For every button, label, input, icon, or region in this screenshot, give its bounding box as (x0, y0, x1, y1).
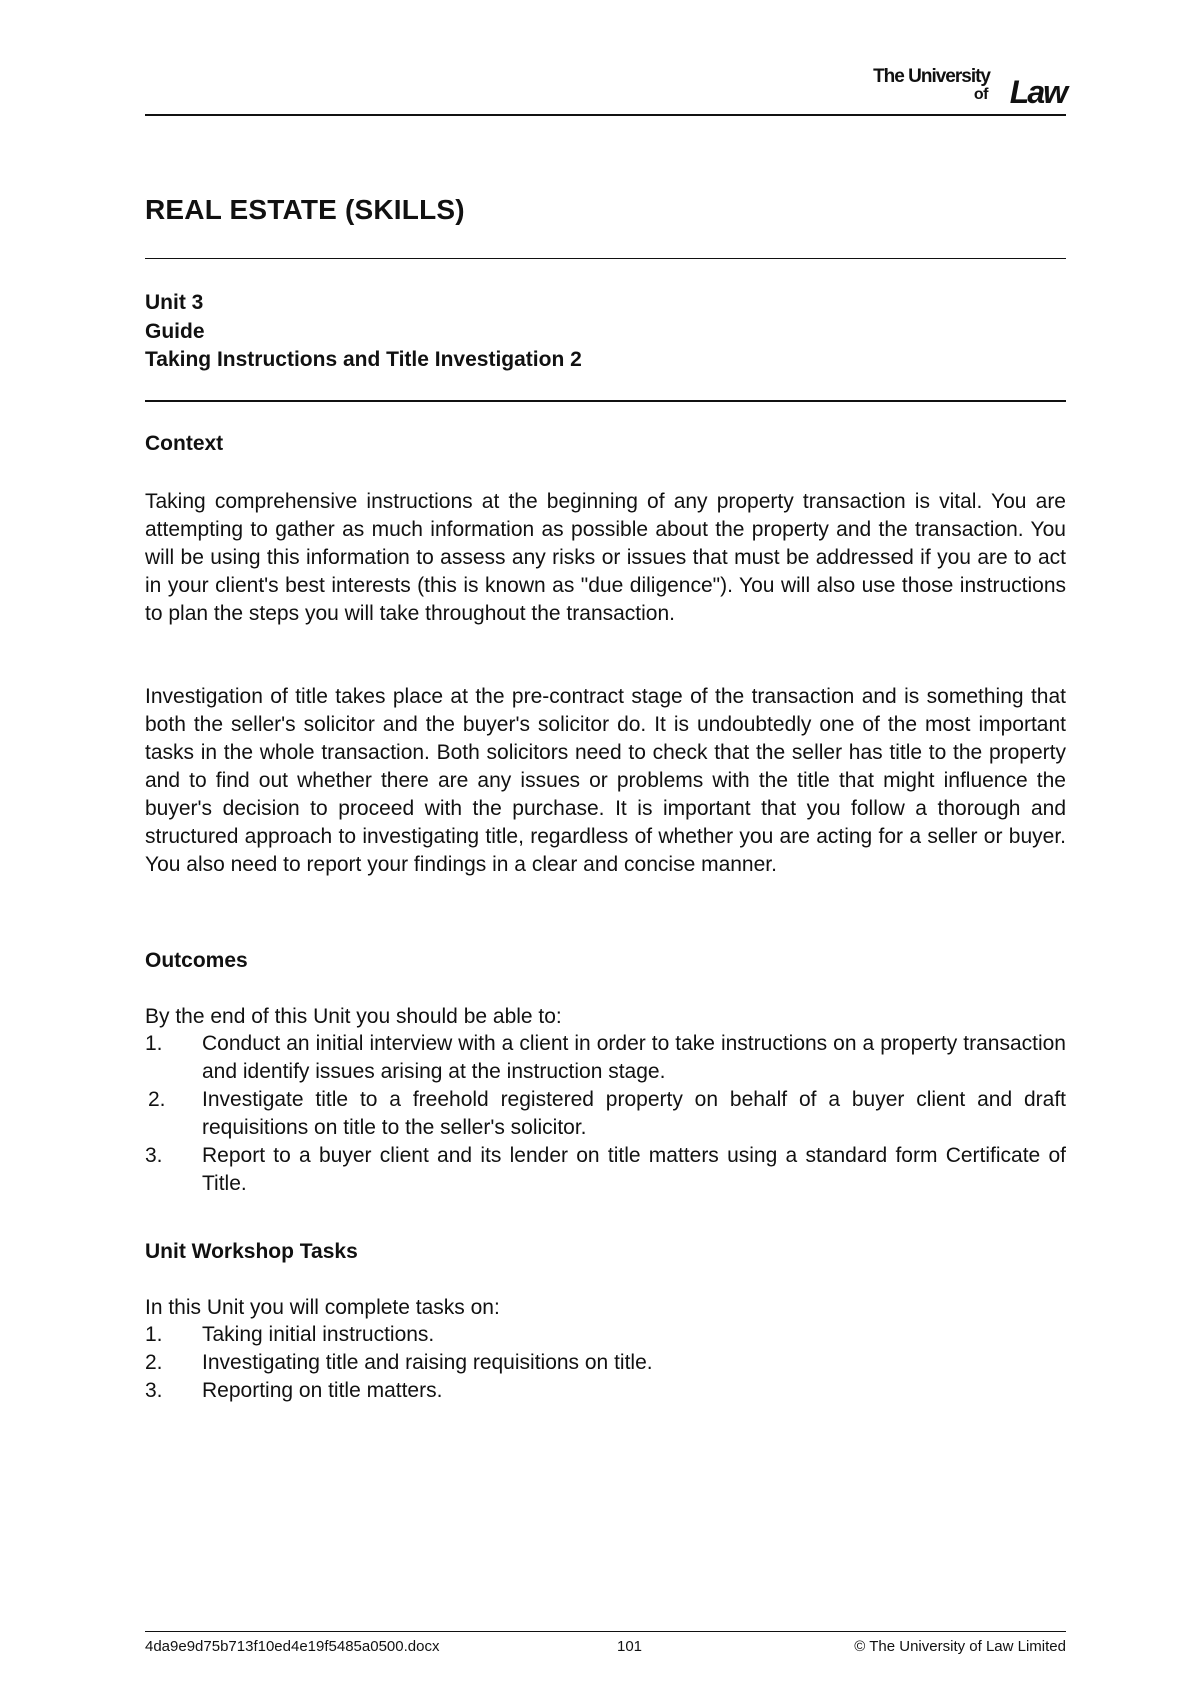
context-paragraph-2: Investigation of title takes place at the pre-contract stage of the transaction and is something that both the seller's solicitor and the buyer's solicitor do. It is undoubtedly one of the most important tasks in the whole transaction. Both solicitors need to check that the seller has title to the property and to find out whether there are any issues or problems with the title that might influence the buyer's decision to proceed with the purchase. It is important that you follow a thorough and structured approach to investigating title, regardless of whether you are acting for a seller or buyer. You also need to report your findings in a clear and concise manner. (145, 685, 1066, 876)
list-text: Taking initial instructions. (202, 1323, 435, 1346)
page-title: REAL ESTATE (SKILLS) (145, 194, 465, 225)
outcomes-list (145, 1030, 1066, 1198)
footer-filename: 4da9e9d75b713f10ed4e19f5485a0500.docx (145, 1638, 440, 1655)
logo-word: Law (1009, 74, 1066, 110)
list-item (145, 1086, 1066, 1142)
logo-line2: of (973, 86, 988, 103)
title-rule (145, 258, 1066, 259)
list-text: Reporting on title matters. (202, 1379, 443, 1402)
list-item (145, 1030, 1066, 1086)
list-number: 2. (148, 1088, 166, 1111)
unit-info (145, 289, 582, 375)
outcomes-heading: Outcomes (145, 949, 248, 972)
list-number: 1. (145, 1032, 163, 1055)
university-logo (860, 66, 1066, 110)
logo-line1: The University (873, 66, 990, 87)
tasks-list (145, 1321, 1066, 1405)
list-text: Conduct an initial interview with a client in order to take instructions on a property transaction and identify issues arising at the instruction stage. (202, 1032, 1066, 1083)
list-number: 3. (145, 1144, 163, 1167)
unit-name: Taking Instructions and Title Investigation 2 (145, 348, 582, 371)
outcomes-intro: By the end of this Unit you should be able to: (145, 1005, 562, 1028)
list-text: Investigate title to a freehold registered property on behalf of a buyer client and draft requisitions on title to the seller's solicitor. (202, 1088, 1066, 1139)
list-item (145, 1349, 1066, 1377)
tasks-intro: In this Unit you will complete tasks on: (145, 1296, 500, 1319)
tasks-heading: Unit Workshop Tasks (145, 1240, 358, 1263)
list-item (145, 1142, 1066, 1198)
list-number: 3. (145, 1379, 163, 1402)
footer-page-number: 101 (617, 1638, 643, 1655)
unit-type: Guide (145, 319, 205, 343)
unit-number: Unit 3 (145, 291, 204, 314)
unit-rule (145, 400, 1066, 402)
list-item (145, 1377, 1066, 1405)
footer-rule (145, 1631, 1066, 1632)
footer-copyright: © The University of Law Limited (854, 1638, 1066, 1655)
list-item (145, 1321, 1066, 1349)
list-number: 1. (145, 1323, 163, 1346)
list-text: Report to a buyer client and its lender on title matters using a standard form Certificate of Title. (202, 1144, 1066, 1195)
context-paragraph-1: Taking comprehensive instructions at the beginning of any property transaction is vital. You are attempting to gather as much information as possible about the property and the transaction. You will be using this information to assess any risks or issues that must be addressed if you are to act in your client's best interests (this is known as "due diligence"). You will also use those instructions to plan the steps you will take throughout the transaction. (145, 490, 1066, 625)
header-rule (145, 114, 1066, 116)
list-text: Investigating title and raising requisitions on title. (202, 1351, 653, 1374)
list-number: 2. (145, 1351, 163, 1374)
context-heading: Context (145, 432, 224, 455)
